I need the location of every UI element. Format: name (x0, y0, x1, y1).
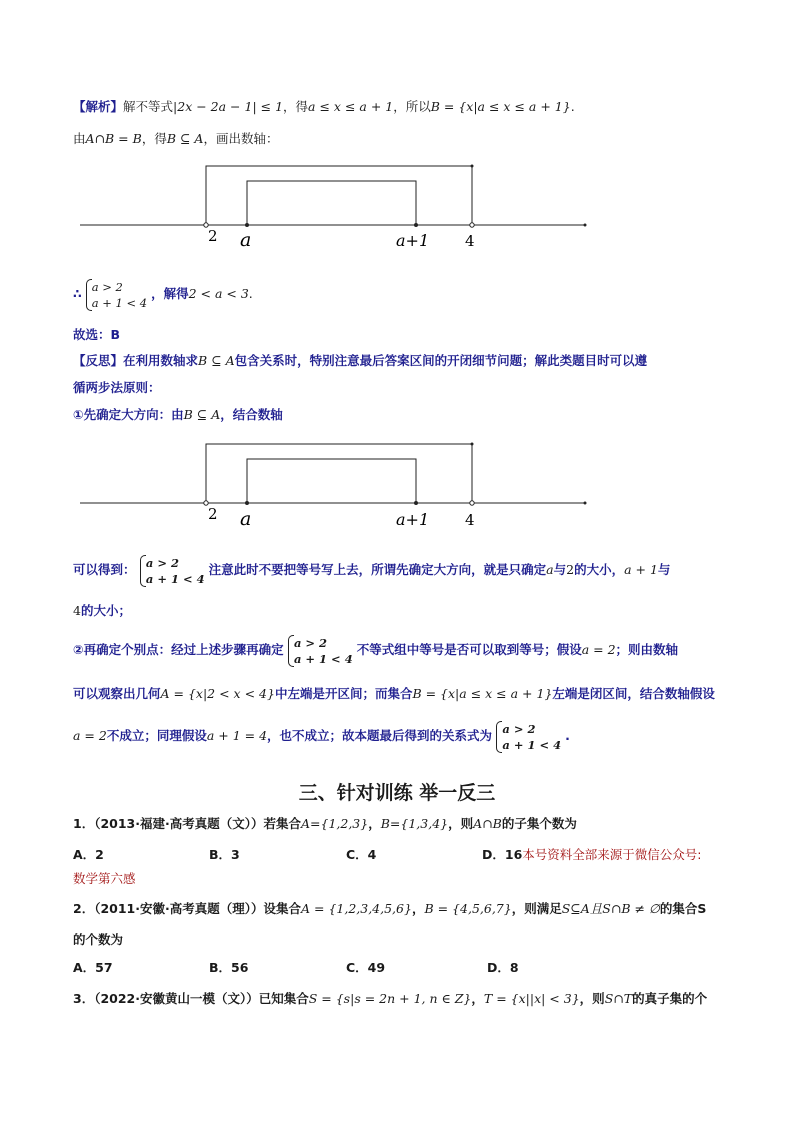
step2-text: ②再确定个别点：经过上述步骤再确定 (73, 642, 284, 657)
system-row-2: a + 1 < 4 (91, 295, 148, 310)
get-line (73, 552, 670, 588)
question-text: 的集合S (659, 901, 707, 916)
system-row-1: a > 2 (502, 721, 536, 736)
get-text: 的大小， (574, 562, 625, 577)
inequality-system (86, 279, 147, 311)
analysis-text: ，所以 (393, 99, 431, 114)
reflection-end: . (565, 728, 570, 743)
reflection-line-1 (73, 352, 647, 370)
answer: 故选：B (73, 327, 121, 342)
inequality-system (288, 635, 353, 667)
get-text: 与 (657, 562, 671, 577)
set-a: A={1,2,3} (301, 816, 369, 831)
intersection: S∩T (604, 991, 633, 1006)
tick-label-4: 4 (465, 511, 475, 529)
q2-option-c[interactable]: C．49 (346, 960, 386, 975)
q2-option-a[interactable]: A．57 (73, 960, 113, 975)
analysis-text: . (570, 99, 575, 114)
intersection: A∩B (473, 816, 502, 831)
reflection-text: 包含关系时，特别注意最后答案区间的开闭细节问题；解此类题目时可以遵 (234, 353, 648, 368)
number-2: 2 (566, 562, 575, 577)
q1-option-a[interactable]: A．2 (73, 847, 104, 862)
tick-label-a: a (240, 508, 252, 530)
set-a: A = {1,2,3,4,5,6} (301, 901, 412, 916)
set-b: B = {x|a ≤ x ≤ a + 1} (430, 99, 571, 114)
solve-line (73, 276, 253, 312)
get-text: 的大小； (80, 603, 131, 618)
q1-option-d (482, 845, 702, 863)
analysis-text: ，得 (141, 131, 167, 146)
system-row-2: a + 1 < 4 (502, 737, 562, 752)
step1-text: ①先确定大方向：由 (73, 407, 184, 422)
q1-option-b[interactable]: B．3 (209, 847, 240, 862)
question-2-stem (73, 900, 706, 918)
subset: B ⊆ A (166, 131, 204, 146)
analysis-text: 解不等式 (123, 99, 174, 114)
q2-option-d[interactable]: D．8 (487, 960, 519, 975)
solve-text: ，解得 (151, 286, 189, 301)
set-t: T = {x||x| < 3} (483, 991, 580, 1006)
question-text: ，则 (579, 991, 605, 1006)
get-text: 注意此时不要把等号写上去，所谓先确定大方向，就是只确定 (208, 562, 547, 577)
analysis-text: ，得 (283, 99, 309, 114)
reflection-line-6 (73, 685, 715, 703)
equation: a = 2 (73, 728, 107, 743)
question-2-stem-2: 的个数为 (73, 932, 124, 947)
question-text: 1．（2013·福建·高考真题（文））若集合 (73, 816, 301, 831)
equation: a = 2 (581, 642, 616, 657)
reflection-text: 中左端是开区间；而集合 (274, 686, 413, 701)
q1-option-c[interactable]: C．4 (346, 847, 377, 862)
inequality-result: a ≤ x ≤ a + 1 (308, 99, 394, 114)
inequality-system (496, 721, 561, 753)
system-row-1: a > 2 (91, 279, 123, 294)
question-text: ， (368, 816, 381, 831)
get-text: 与 (553, 562, 567, 577)
var-a: a (546, 562, 554, 577)
question-text: ， (471, 991, 484, 1006)
system-row-2: a + 1 < 4 (145, 571, 205, 586)
inequality: |2x − 2a − 1| ≤ 1 (173, 99, 284, 114)
reflection-text: 可以观察出几何 (73, 686, 161, 701)
subset: B ⊆ A (198, 353, 235, 368)
condition: A∩B = B (85, 131, 142, 146)
step2-line (73, 632, 678, 668)
get-text: 可以得到： (73, 562, 136, 577)
reflection-tag: 【反思】 (73, 353, 124, 368)
solve-end: . (248, 286, 253, 301)
reflection-text: 在利用数轴求 (123, 353, 199, 368)
reflection-line-2: 循两步法原则： (73, 380, 161, 395)
number-4: 4 (73, 603, 81, 618)
question-text: ，则 (448, 816, 474, 831)
question-text: 3．（2022·安徽黄山一模（文））已知集合 (73, 991, 309, 1006)
reflection-text: 左端是闭区间，结合数轴假设 (552, 686, 715, 701)
number-line-1 (80, 165, 587, 252)
reflection-text: 不成立；同理假设 (106, 728, 207, 743)
question-text: 的子集个数为 (501, 816, 577, 831)
step2-text: 不等式组中等号是否可以取到等号；假设 (356, 642, 582, 657)
number-line-2 (80, 443, 587, 531)
get-line-2 (73, 602, 131, 620)
q2-option-b[interactable]: B．56 (209, 960, 249, 975)
question-text: 2．（2011·安徽·高考真题（理））设集合 (73, 901, 301, 916)
system-row-2: a + 1 < 4 (293, 651, 353, 666)
tick-label-2: 2 (208, 505, 218, 523)
watermark-text: 本号资料全部来源于微信公众号: (522, 847, 702, 862)
tick-label-a-plus-1: a+1 (396, 510, 430, 529)
subset: B ⊆ A (183, 407, 221, 422)
set-a: A = {x|2 < x < 4} (160, 686, 275, 701)
set-b: B = {x|a ≤ x ≤ a + 1} (412, 686, 553, 701)
system-row-1: a > 2 (145, 555, 179, 570)
tick-label-a: a (240, 229, 252, 251)
system-row-1: a > 2 (293, 635, 328, 650)
a-plus-1: a + 1 (624, 562, 658, 577)
question-3-stem (73, 990, 707, 1008)
section-title: 三、针对训练 举一反三 (298, 782, 496, 804)
question-text: ，则满足 (511, 901, 562, 916)
analysis-text: ，画出数轴： (203, 131, 279, 146)
reflection-line-7 (73, 718, 570, 754)
analysis-text: 由 (73, 131, 86, 146)
tick-label-2: 2 (208, 227, 218, 245)
q1-option-d-label[interactable]: D．16 (482, 847, 523, 862)
therefore-symbol: ∴ (73, 286, 82, 301)
analysis-tag: 【解析】 (73, 99, 124, 114)
set-s: S = {s|s = 2n + 1, n ∈ Z} (308, 991, 472, 1006)
step2-text: ；则由数轴 (615, 642, 679, 657)
tick-label-4: 4 (465, 232, 475, 250)
question-1-stem (73, 815, 577, 833)
step1-text: ，结合数轴 (220, 407, 283, 422)
equation: a + 1 = 4 (206, 728, 268, 743)
reflection-text: ，也不成立；故本题最后得到的关系式为 (267, 728, 493, 743)
inequality-system (140, 555, 205, 587)
solve-result: 2 < a < 3 (188, 286, 249, 301)
set-b: B = {4,5,6,7} (424, 901, 512, 916)
tick-label-a-plus-1: a+1 (396, 231, 430, 250)
watermark-text-2: 数学第六感 (73, 871, 136, 886)
question-text: ， (411, 901, 425, 916)
question-text: 的真子集的个 (632, 991, 708, 1006)
condition: S⊆A且S∩B ≠ ∅ (561, 901, 660, 916)
set-b: B={1,3,4} (380, 816, 449, 831)
step1-line (73, 406, 283, 424)
